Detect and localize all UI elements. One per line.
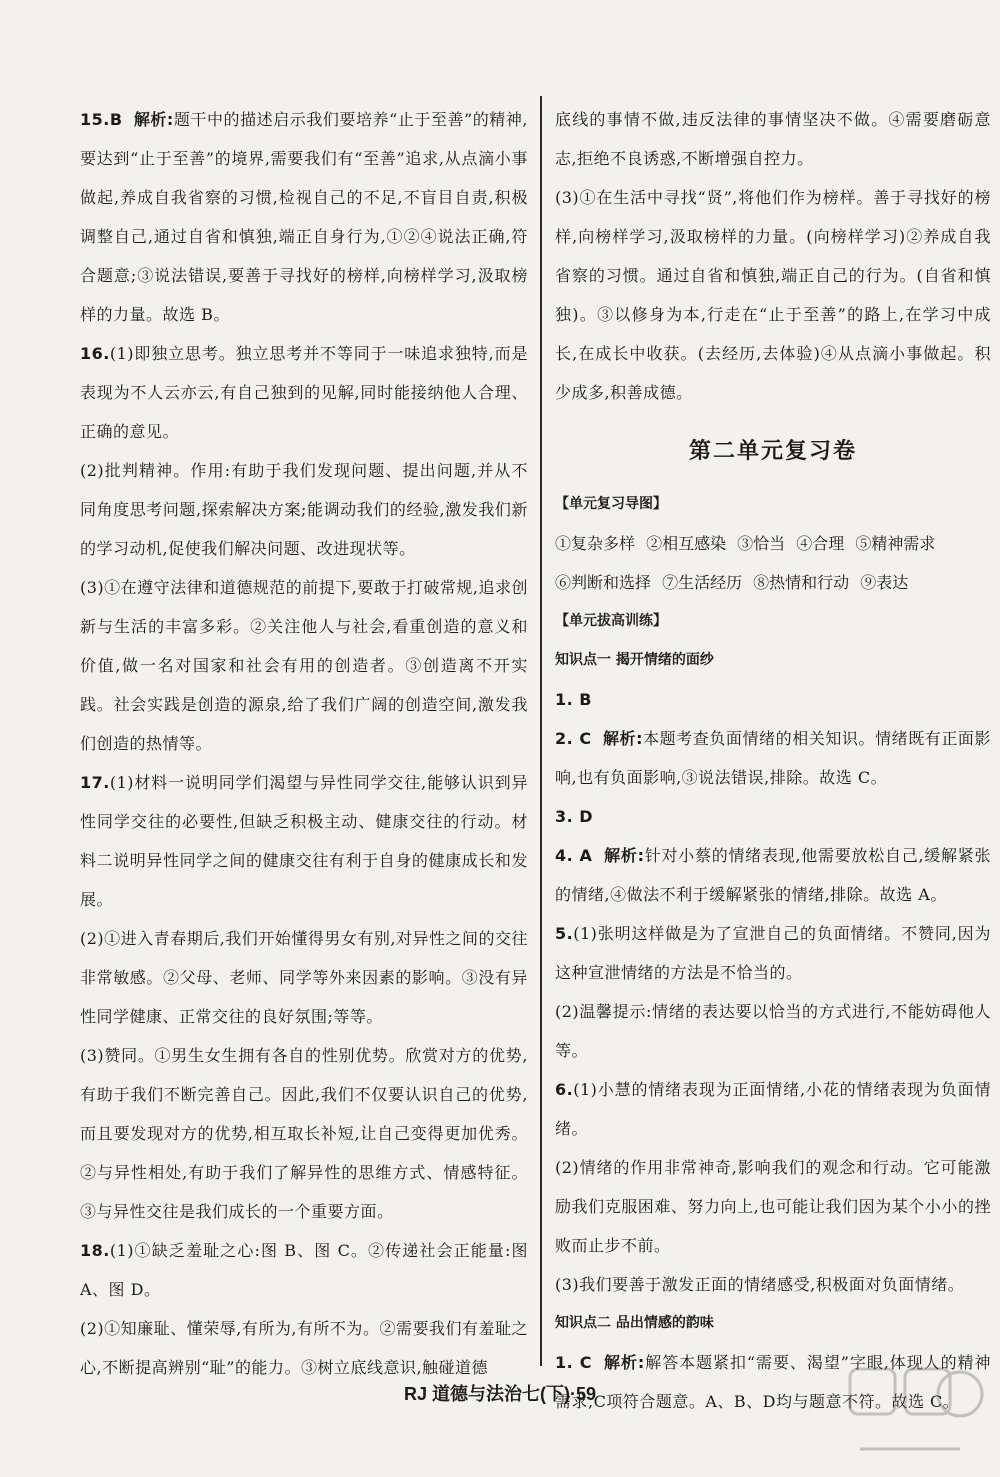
knowledge-point-1: 知识点一 揭开情绪的面纱: [555, 652, 714, 668]
question-number: 15.: [80, 110, 110, 129]
answer-text: 本题考查负面情绪的相关知识。情绪既有正面影响,也有负面影响,③说法错误,排除。故选 C。: [555, 729, 991, 787]
question-number: 5.: [555, 924, 574, 943]
answer-5-part2: (2)温馨提示:情绪的表达要以恰当的方式进行,不能妨碍他人等。: [555, 1002, 991, 1060]
answer-text: (1)张明这样做是为了宣泄自己的负面情绪。不赞同,因为这种宣泄情绪的方法是不恰当的。: [555, 924, 991, 982]
answer-17-part1: [80, 763, 528, 919]
answer-18-part1: [80, 1231, 528, 1309]
review-map-line-1: ①复杂多样 ②相互感染 ③恰当 ④合理 ⑤精神需求: [555, 534, 936, 553]
answer-text: 题干中的描述启示我们要培养“止于至善”的精神,要达到“止于至善”的境界,需要我们有“至善”追求,从点滴小事做起,养成自我省察的习惯,检视自己的不足,不盲目自责,积极调整自己,通过自省和慎独,端正自身行为,①②④说法正确,符合题意;③说法错误,要善于寻找好的榜样,向榜样学习,汲取榜样的力量。故选 B。: [80, 110, 529, 324]
review-map-line-2: ⑥判断和选择 ⑦生活经历 ⑧热情和行动 ⑨表达: [555, 573, 909, 592]
answer-18-part2: (2)①知廉耻、懂荣辱,有所为,有所不为。②需要我们有羞耻之心,不断提高辨别“耻”的能力。③树立底线意识,触碰道德: [80, 1319, 528, 1377]
question-number: 17.: [80, 773, 110, 792]
answer-5-part1: [555, 914, 991, 992]
answer-17-part2: (2)①进入青春期后,我们开始懂得男女有别,对异性之间的交往非常敏感。②父母、老师、同学等外来因素的影响。③没有异性同学健康、正常交往的良好氛围;等等。: [80, 929, 528, 1026]
answer-15: [80, 100, 528, 334]
column-divider: [540, 96, 542, 1366]
page-footer: RJ 道德与法治七(下)·59: [403, 1384, 596, 1404]
answer-choice: 1. C: [555, 1353, 592, 1372]
answer-choice: 3. D: [555, 807, 594, 826]
answer-choice: 1. B: [555, 690, 592, 709]
analysis-label: 解析:: [602, 729, 643, 748]
answer-18-part3: (3)①在生活中寻找“贤”,将他们作为榜样。善于寻找好的榜样,向榜样学习,汲取榜样的力量。(向榜样学习)②养成自我省察的习惯。通过自省和慎独,端正自己的行为。(自省和慎独)。③以修身为本,行走在“止于至善”的路上,在学习中成长,在成长中收获。(去经历,去体验)④从点滴小事做起。积少成多,积善成德。: [555, 188, 991, 402]
review-map-tag: 【单元复习导图】: [555, 496, 667, 512]
question-number: 16.: [80, 344, 110, 363]
answer-6-part2: (2)情绪的作用非常神奇,影响我们的观念和行动。它可能激励我们克服困难、努力向上,也可能让我们因为某个小小的挫败而止步不前。: [555, 1158, 991, 1255]
answer-16-part2: (2)批判精神。作用:有助于我们发现问题、提出问题,并从不同角度思考问题,探索解决方案;能调动我们的经验,激发我们新的学习动机,促使我们解决问题、改进现状等。: [80, 461, 528, 558]
answer-text: (1)小慧的情绪表现为正面情绪,小花的情绪表现为负面情绪。: [555, 1080, 991, 1138]
answer-text: 解答本题紧扣“需要、渴望”字眼,体现人的精神需求,C项符合题意。A、B、D均与题意不符。故选 C。: [555, 1353, 992, 1411]
answer-16-part1: [80, 334, 528, 451]
knowledge-point-2: 知识点二 品出情感的韵味: [555, 1315, 714, 1331]
answer-4: [555, 836, 991, 914]
answer-choice: B: [109, 110, 123, 129]
answer-text: 针对小蔡的情绪表现,他需要放松自己,缓解紧张的情绪,④做法不利于缓解紧张的情绪,排除。故选 A。: [555, 846, 992, 904]
answer-3: [555, 797, 991, 836]
answer-2: [555, 719, 991, 797]
answer-17-part3: (3)赞同。①男生女生拥有各自的性别优势。欣赏对方的优势,有助于我们不断完善自己。因此,我们不仅要认识自己的优势,而且要发现对方的优势,相互取长补短,让自己变得更加优秀。②与异性相处,有助于我们了解异性的思维方式、情感特征。③与异性交往是我们成长的一个重要方面。: [80, 1046, 528, 1221]
answer-text: (1)①缺乏羞耻之心:图 B、图 C。②传递社会正能量:图 A、图 D。: [80, 1241, 528, 1299]
answer-6-part3: (3)我们要善于激发正面的情绪感受,积极面对负面情绪。: [555, 1275, 965, 1294]
answer-6-part1: [555, 1070, 991, 1148]
analysis-label: 解析:: [604, 1353, 645, 1372]
question-number: 18.: [80, 1241, 110, 1260]
analysis-label: 解析:: [133, 110, 174, 129]
watermark-logo: [830, 1359, 990, 1469]
answer-1: [555, 680, 991, 719]
answer-choice: 4. A: [555, 846, 593, 865]
answer-16-part3: (3)①在遵守法律和道德规范的前提下,要敢于打破常规,追求创新与生活的丰富多彩。②关注他人与社会,看重创造的意义和价值,做一名对国家和社会有用的创造者。③创造离不开实践。社会实践是创造的源泉,给了我们广阔的创造空间,激发我们创造的热情等。: [80, 578, 528, 753]
training-tag: 【单元拔高训练】: [555, 613, 667, 629]
right-column: [555, 100, 991, 1421]
left-column: [80, 100, 528, 1387]
unit-title: 第二单元复习卷: [688, 439, 857, 464]
question-number: 6.: [555, 1080, 574, 1099]
answer-text: (1)材料一说明同学们渴望与异性同学交往,能够认识到异性同学交往的必要性,但缺乏积极主动、健康交往的行动。材料二说明异性同学之间的健康交往有利于自身的健康成长和发展。: [80, 773, 528, 909]
analysis-label: 解析:: [604, 846, 645, 865]
answer-18-continued: 底线的事情不做,违反法律的事情坚决不做。④需要磨砺意志,拒绝不良诱惑,不断增强自控力。: [555, 110, 991, 168]
answer-choice: 2. C: [555, 729, 592, 748]
answer-text: (1)即独立思考。独立思考并不等同于一味追求独特,而是表现为不人云亦云,有自己独到的见解,同时能接纳他人合理、正确的意见。: [80, 344, 528, 441]
